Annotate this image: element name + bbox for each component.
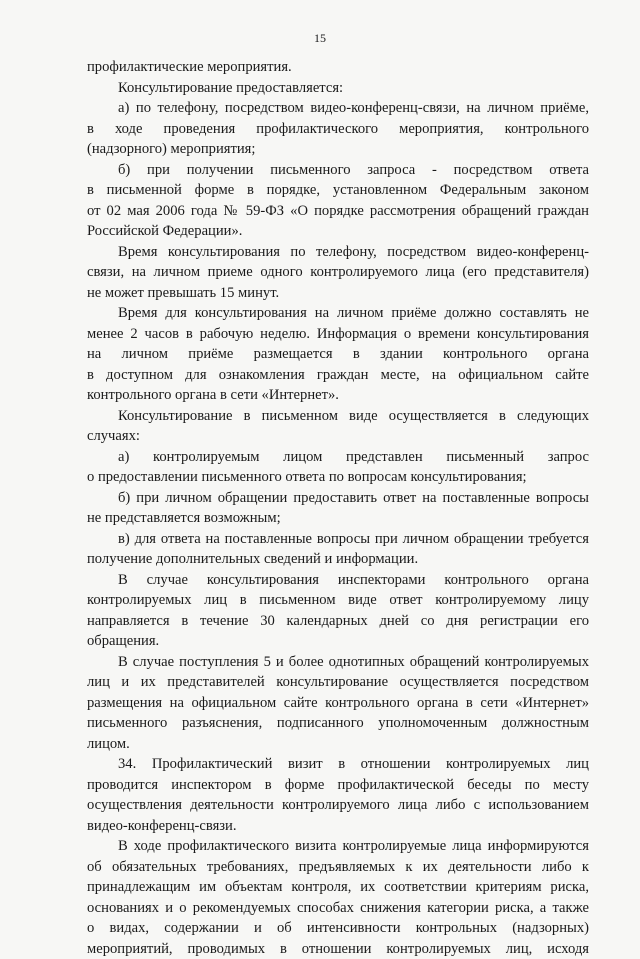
document-body	[87, 57, 589, 959]
text-line: размещения на официальном сайте контрольного органа в сети «Интернет»	[87, 693, 589, 714]
text-line: лиц и их представителей консультирование осуществляется посредством	[87, 672, 589, 693]
text-line: менее 2 часов в рабочую неделю. Информация о времени консультирования	[87, 324, 589, 345]
text-line: получение дополнительных сведений и информации.	[87, 549, 589, 570]
text-line: в) для ответа на поставленные вопросы при личном обращении требуется	[87, 529, 589, 550]
text-line: В случае консультирования инспекторами контрольного органа	[87, 570, 589, 591]
text-line: Время для консультирования на личном приёме должно составлять не	[87, 303, 589, 324]
text-line: мероприятий, проводимых в отношении контролируемых лиц, исходя	[87, 939, 589, 959]
text-line: о видах, содержании и об интенсивности контрольных (надзорных)	[87, 918, 589, 939]
text-line: В ходе профилактического визита контролируемые лица информируются	[87, 836, 589, 857]
text-line: случаях:	[87, 426, 589, 447]
text-line: связи, на личном приеме одного контролируемого лица (его представителя)	[87, 262, 589, 283]
text-line: видео-конференц-связи.	[87, 816, 589, 837]
text-line: от 02 мая 2006 года № 59-ФЗ «О порядке рассмотрения обращений граждан	[87, 201, 589, 222]
text-line: контролируемых лиц в письменном виде ответ контролируемому лицу	[87, 590, 589, 611]
text-line: В случае поступления 5 и более однотипных обращений контролируемых	[87, 652, 589, 673]
text-line: Консультирование в письменном виде осуществляется в следующих	[87, 406, 589, 427]
text-line: обращения.	[87, 631, 589, 652]
text-line: в ходе проведения профилактического мероприятия, контрольного	[87, 119, 589, 140]
text-line: в доступном для ознакомления граждан месте, на официальном сайте	[87, 365, 589, 386]
text-line: Время консультирования по телефону, посредством видео-конференц-	[87, 242, 589, 263]
text-line: профилактические мероприятия.	[87, 57, 589, 78]
text-line: 34. Профилактический визит в отношении контролируемых лиц	[87, 754, 589, 775]
text-line: письменного разъяснения, подписанного уполномоченным должностным	[87, 713, 589, 734]
text-line: б) при личном обращении предоставить ответ на поставленные вопросы	[87, 488, 589, 509]
page-number: 15	[0, 31, 640, 46]
text-line: Российской Федерации».	[87, 221, 589, 242]
text-line: проводится инспектором в форме профилактической беседы по месту	[87, 775, 589, 796]
text-line: об обязательных требованиях, предъявляемых к их деятельности либо к	[87, 857, 589, 878]
text-line: основаниях и о рекомендуемых способах снижения категории риска, а также	[87, 898, 589, 919]
text-line: о предоставлении письменного ответа по вопросам консультирования;	[87, 467, 589, 488]
text-line: не представляется возможным;	[87, 508, 589, 529]
text-line: Консультирование предоставляется:	[87, 78, 589, 99]
text-line: осуществления деятельности контролируемого лица либо с использованием	[87, 795, 589, 816]
text-line: на личном приёме размещается в здании контрольного органа	[87, 344, 589, 365]
text-line: а) контролируемым лицом представлен письменный запрос	[87, 447, 589, 468]
text-line: (надзорного) мероприятия;	[87, 139, 589, 160]
text-line: контрольного органа в сети «Интернет».	[87, 385, 589, 406]
text-line: лицом.	[87, 734, 589, 755]
text-line: принадлежащим им объектам контроля, их соответствии критериям риска,	[87, 877, 589, 898]
text-line: а) по телефону, посредством видео-конференц-связи, на личном приёме,	[87, 98, 589, 119]
text-line: не может превышать 15 минут.	[87, 283, 589, 304]
text-line: в письменной форме в порядке, установленном Федеральным законом	[87, 180, 589, 201]
text-line: направляется в течение 30 календарных дней со дня регистрации его	[87, 611, 589, 632]
text-line: б) при получении письменного запроса - посредством ответа	[87, 160, 589, 181]
